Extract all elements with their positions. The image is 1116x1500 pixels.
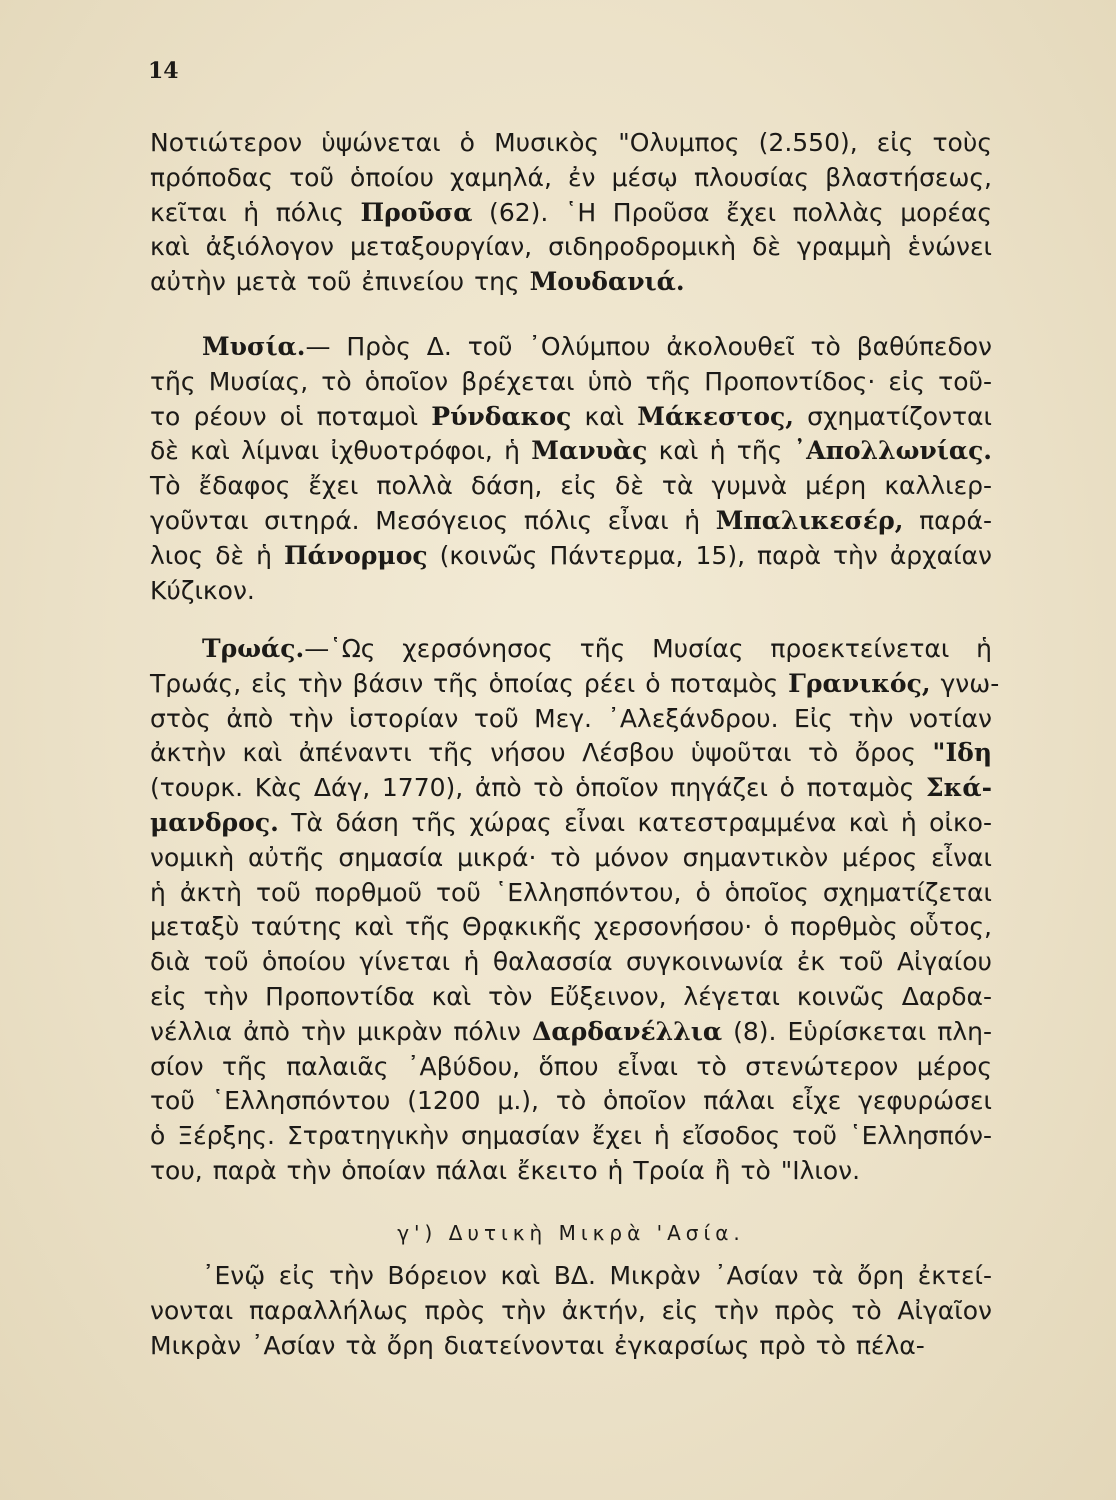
text-line: Τρωάς.—῾Ως χερσόνησος τῆς Μυσίας προεκτείνεται ἡ [202, 634, 992, 663]
text-line: το ρέουν οἱ ποταμοὶ Ρύνδακος καὶ Μάκεστος, σχηματίζονται [150, 401, 992, 431]
bold-place-name: Ρύνδακος [431, 401, 572, 431]
text-line: δὲ καὶ λίμναι ἰχθυοτρόφοι, ἡ Μανυὰς καὶ ἡ τῆς ᾿Απολλωνίας. [150, 436, 993, 466]
bold-place-name: Δαρδανέλλια [531, 1016, 723, 1046]
bold-place-name: μανδρος. [150, 807, 279, 837]
text-line: τῆς Μυσίας, τὸ ὁποῖον βρέχεται ὑπὸ τῆς Προποντίδος· εἰς τοῦ- [150, 366, 992, 396]
text-line: νέλλια ἀπὸ τὴν μικρὰν πόλιν Δαρδανέλλια (8). Εὑρίσκεται πλη- [150, 1016, 992, 1046]
text-line: ὁ Ξέρξης. Στρατηγικὴν σημασίαν ἔχει ἡ εἴσοδος τοῦ ῾Ελλησπόν- [150, 1121, 992, 1151]
text-line: στὸς ἀπὸ τὴν ἱστορίαν τοῦ Μεγ. ᾿Αλεξάνδρου. Εἰς τὴν νοτίαν [150, 703, 992, 733]
page-number: 14 [148, 58, 179, 84]
bold-place-name: Γρανικός, [788, 668, 931, 698]
text-line: ἡ ἀκτὴ τοῦ πορθμοῦ τοῦ ῾Ελλησπόντου, ὁ ὁποῖος σχηματίζεται [150, 877, 992, 907]
text-line: Μυσία.— Πρὸς Δ. τοῦ ᾿Ολύμπου ἀκολουθεῖ τὸ βαθύπεδον [202, 332, 992, 361]
text-line: Νοτιώτερον ὑψώνεται ὁ Μυσικὸς "Ολυμπος (2.550), εἰς τοὺς [150, 128, 992, 157]
bold-place-name: Σκά- [925, 773, 992, 803]
text-line: σίον τῆς παλαιᾶς ᾿Αβύδου, ὅπου εἶναι τὸ στενώτερον μέρος [150, 1051, 992, 1081]
text-line: αὐτὴν μετὰ τοῦ ἐπινείου της Μουδανιά. [150, 267, 685, 297]
text-line: Τὸ ἔδαφος ἔχει πολλὰ δάση, εἰς δὲ τὰ γυμνὰ μέρη καλλιερ- [150, 471, 992, 501]
text-line: κεῖται ἡ πόλις Προῦσα (62). ῾Η Προῦσα ἔχει πολλὰς μορέας [150, 197, 993, 227]
paragraph-western-asia-minor [150, 1259, 992, 1363]
text-line: τοῦ ῾Ελλησπόντου (1200 μ.), τὸ ὁποῖον πάλαι εἶχε γεφυρώσει [150, 1086, 992, 1116]
bold-place-name: Μπαλικεσέρ, [715, 505, 904, 535]
bold-place-name: Πάνορμος [283, 540, 428, 570]
text-line: μανδρος. Τὰ δάση τῆς χώρας εἶναι κατεστραμμένα καὶ ἡ οἰκο- [150, 807, 992, 837]
bold-place-name: Τρωάς. [202, 634, 305, 663]
text-line: γοῦνται σιτηρά. Μεσόγειος πόλις εἶναι ἡ Μπαλικεσέρ, παρά- [150, 505, 992, 535]
bold-place-name: Μουδανιά. [529, 267, 685, 297]
text-line: εἰς τὴν Προποντίδα καὶ τὸν Εὔξεινον, λέγεται κοινῶς Δαρδα- [150, 981, 992, 1011]
section-heading: γ') Δυτικὴ Μικρὰ 'Ασία. [397, 1221, 745, 1245]
text-line: ἀκτὴν καὶ ἀπέναντι τῆς νήσου Λέσβου ὑψοῦται τὸ ὄρος "Ιδη [150, 738, 992, 768]
text-line: μεταξὺ ταύτης καὶ τῆς Θρᾳκικῆς χερσονήσου· ὁ πορθμὸς οὗτος, [150, 912, 992, 942]
bold-place-name: Μάκεστος, [637, 401, 794, 431]
text-line: νομικὴ αὐτῆς σημασία μικρά· τὸ μόνον σημαντικὸν μέρος εἶναι [150, 842, 992, 872]
text-line: διὰ τοῦ ὁποίου γίνεται ἡ θαλασσία συγκοινωνία ἐκ τοῦ Αἰγαίου [150, 947, 992, 977]
bold-place-name: Μανυὰς [531, 436, 648, 466]
text-line: λιος δὲ ἡ Πάνορμος (κοινῶς Πάντερμα, 15), παρὰ τὴν ἀρχαίαν [150, 540, 992, 570]
text-line: καὶ ἀξιόλογον μεταξουργίαν, σιδηροδρομικὴ δὲ γραμμὴ ἑνώνει [150, 232, 992, 262]
text-line: πρόποδας τοῦ ὁποίου χαμηλά, ἐν μέσῳ πλουσίας βλαστήσεως, [150, 162, 992, 192]
text-line: Τρωάς, εἰς τὴν βάσιν τῆς ὁποίας ρέει ὁ ποταμὸς Γρανικός, γνω- [150, 668, 1000, 698]
text-line: (τουρκ. Κὰς Δάγ, 1770), ἀπὸ τὸ ὁποῖον πηγάζει ὁ ποταμὸς Σκά- [150, 773, 992, 803]
text-line: ᾿Ενῷ εἰς τὴν Βόρειον καὶ ΒΔ. Μικρὰν ᾿Ασίαν τὰ ὄρη ἐκτεί- [202, 1261, 992, 1290]
paragraph-mysia [150, 330, 992, 608]
paragraph-olympus [150, 126, 992, 300]
text-line: Κύζικον. [150, 575, 255, 605]
paragraph-troas [150, 632, 1000, 1189]
bold-place-name: "Ιδη [932, 738, 992, 768]
text-line: του, παρὰ τὴν ὁποίαν πάλαι ἔκειτο ἡ Τροία ἢ τὸ "Ιλιον. [150, 1155, 861, 1185]
bold-place-name: Προῦσα [360, 197, 473, 227]
text-line: νονται παραλλήλως πρὸς τὴν ἀκτήν, εἰς τὴν πρὸς τὸ Αἰγαῖον [150, 1295, 992, 1325]
bold-place-name: ᾿Απολλωνίας. [793, 436, 993, 466]
text-line: Μικρὰν ᾿Ασίαν τὰ ὄρη διατείνονται ἐγκαρσίως πρὸ τὸ πέλα- [150, 1330, 925, 1360]
bold-place-name: Μυσία. [202, 332, 306, 361]
